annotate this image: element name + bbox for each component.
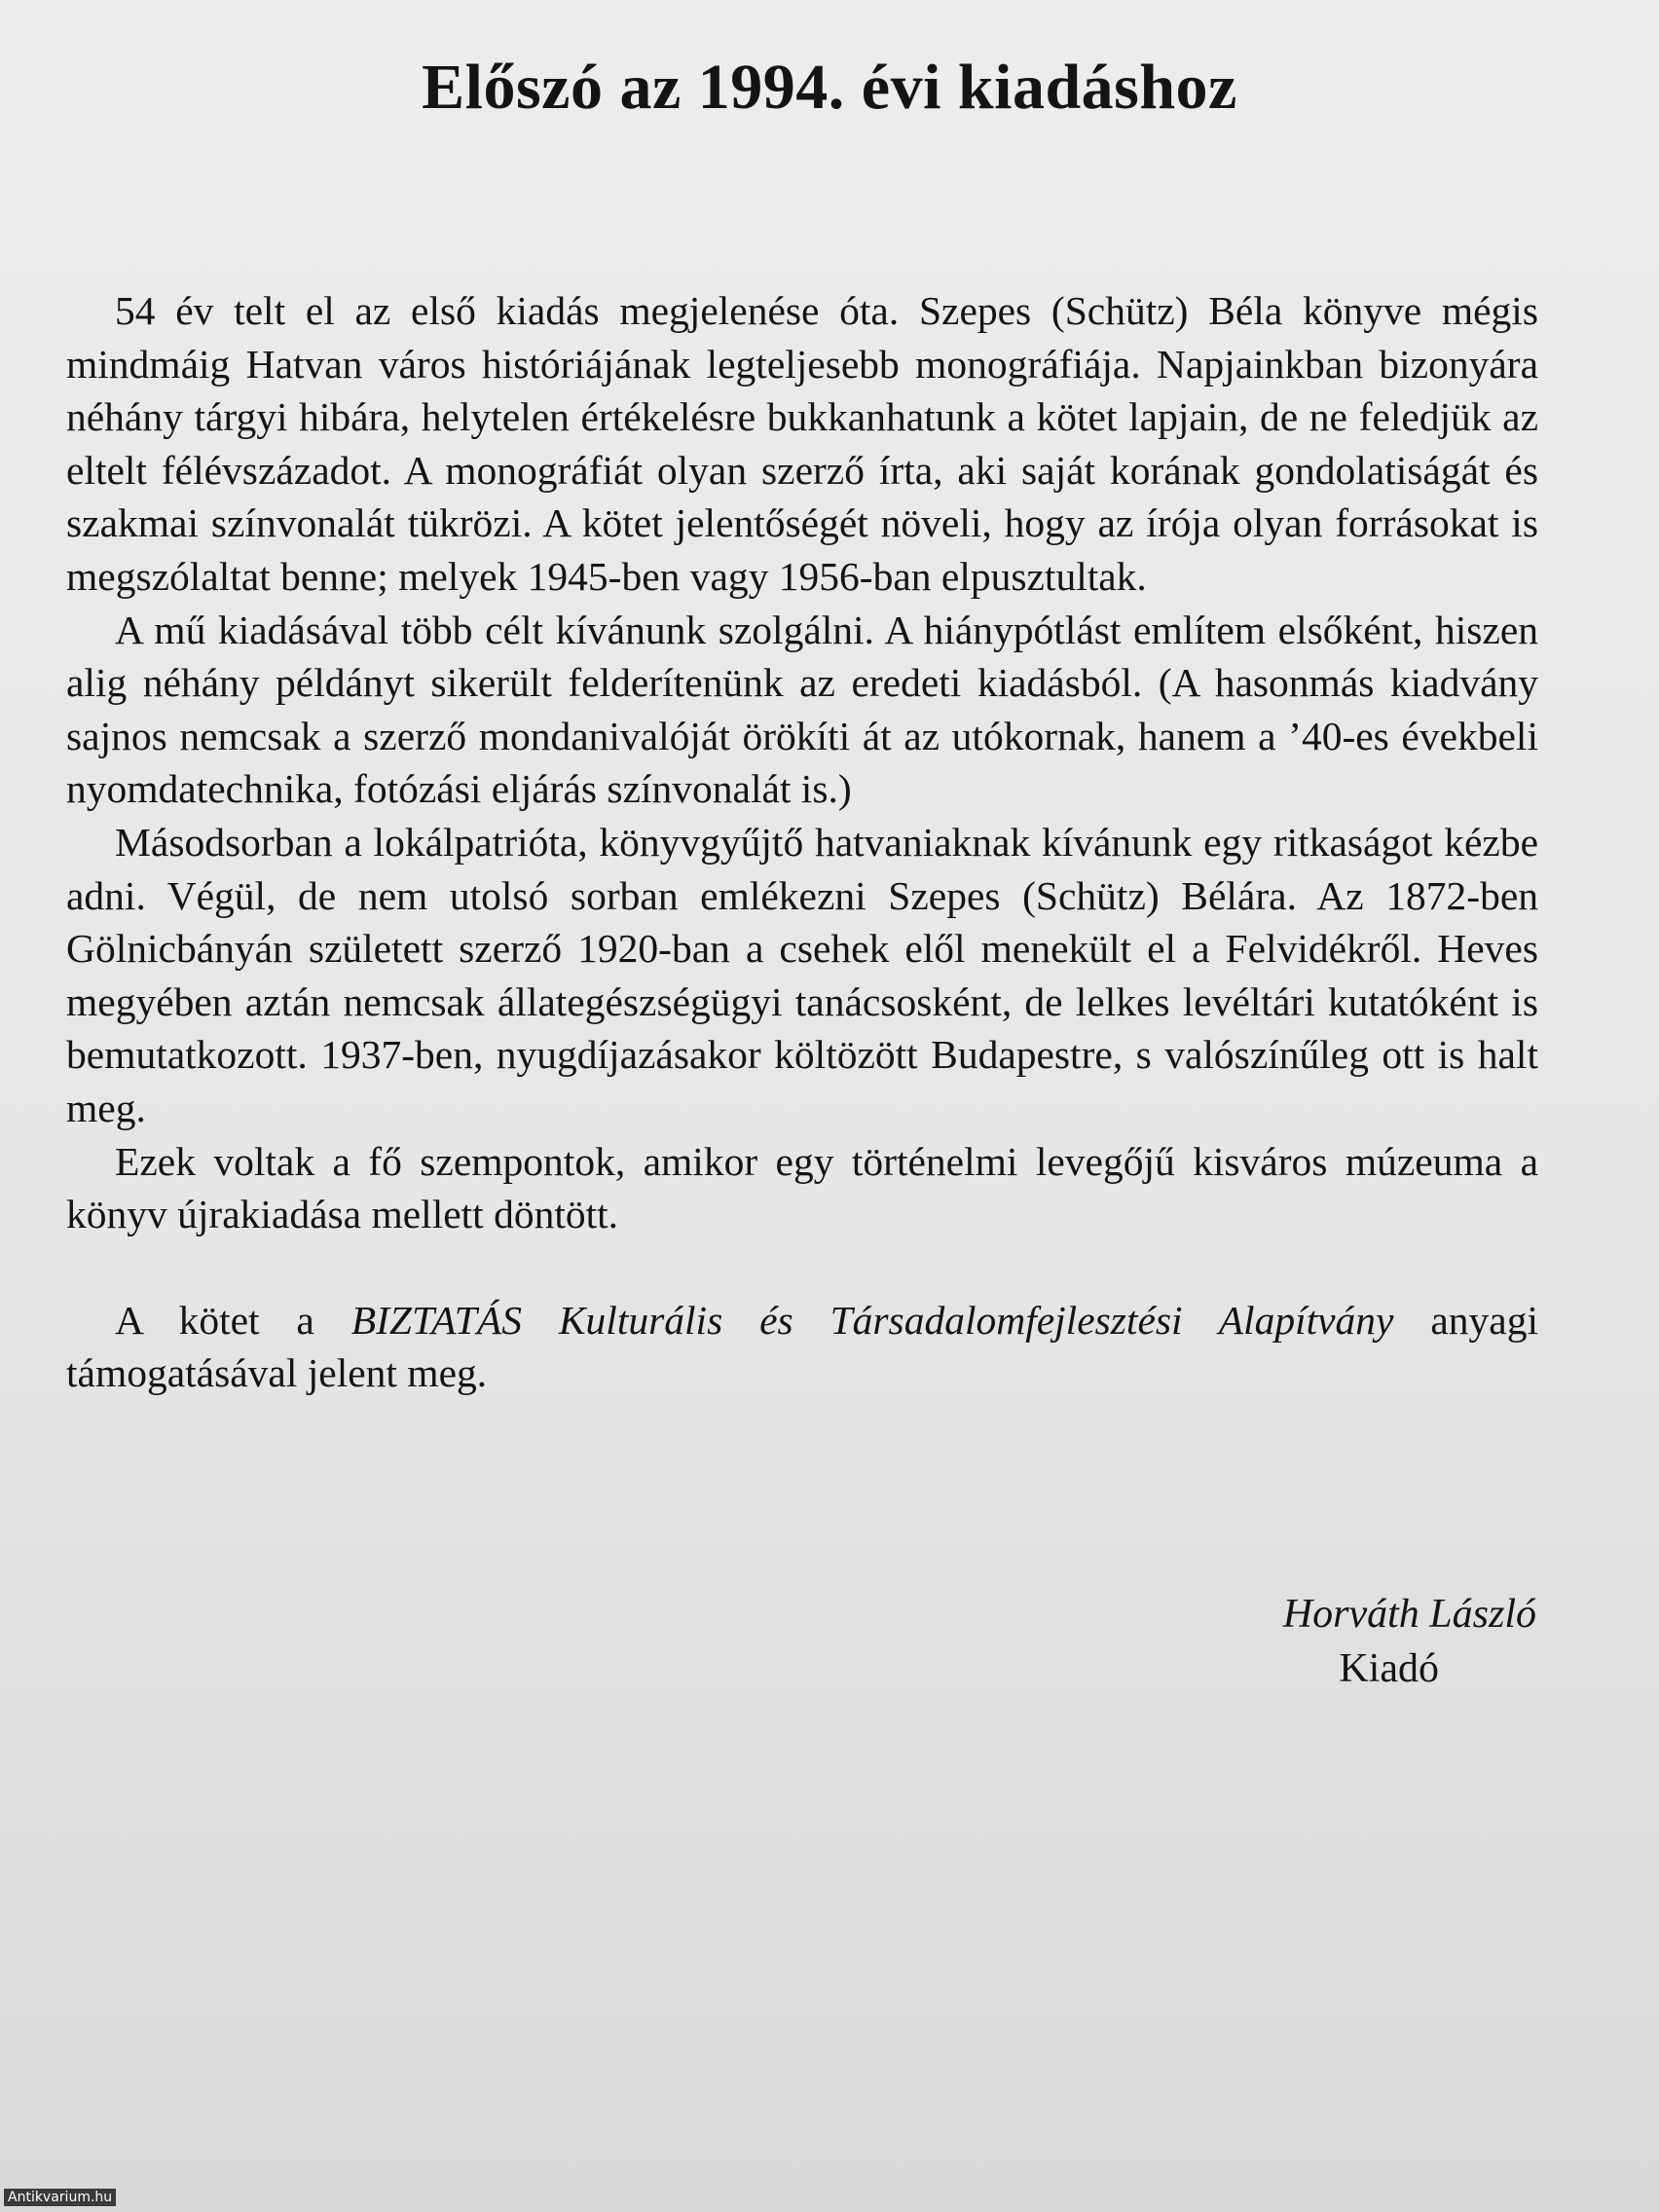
paragraph-4: Ezek voltak a fő szempontok, amikor egy történelmi levegőjű kisváros múzeuma a könyv újrakiadása mellett döntött.: [66, 1138, 1538, 1237]
support-prefix: A kötet a: [115, 1297, 351, 1343]
support-suffix: anyagi támogatásával jelent meg.: [66, 1297, 1538, 1396]
support-paragraph: [66, 1294, 1538, 1400]
watermark: Antikvarium.hu: [4, 2189, 116, 2206]
page-title: Előszó az 1994. évi kiadáshoz: [422, 52, 1237, 123]
foundation-name: BIZTATÁS Kulturális és Társadalomfejlesztési Alapítvány: [350, 1297, 1394, 1343]
signature-block: [1283, 1587, 1536, 1696]
paragraph-1: 54 év telt el az első kiadás megjelenése óta. Szepes (Schütz) Béla könyve mégis mindmáig Hatvan város históriájának legteljesebb monográfiája. Napjainkban bizonyára néhány tárgyi hibára, helytelen értékelésre bukkanhatunk a kötet lapjain, de ne feledjük az eltelt félévszázadot. A monográfiát olyan szerző írta, aki saját korának gondolatiságát és szakmai színvonalát tükrözi. A kötet jelentőségét növeli, hogy az írója olyan forrásokat is megszólaltat benne; melyek 1945-ben vagy 1956-ban elpusztultak.: [66, 288, 1538, 599]
paragraph-3: Másodsorban a lokálpatrióta, könyvgyűjtő hatvaniaknak kívánunk egy ritkaságot kézbe adni. Végül, de nem utolsó sorban emlékezni Szepes (Schütz) Bélára. Az 1872-ben Gölnicbányán született szerző 1920-ban a csehek elől menekült el a Felvidékről. Heves megyében aztán nemcsak állategészségügyi tanácsosként, de lelkes levéltári kutatóként is bemutatkozott. 1937-ben, nyugdíjazásakor költözött Budapestre, s valószínűleg ott is halt meg.: [66, 819, 1538, 1130]
preface-body: [66, 284, 1538, 1400]
signature-name: Horváth László: [1282, 1592, 1536, 1637]
paragraph-2: A mű kiadásával több célt kívánunk szolgálni. A hiánypótlást említem elsőként, hiszen alig néhány példányt sikerült felderítenünk az eredeti kiadásból. (A hasonmás kiadvány sajnos nemcsak a szerző mondanivalóját örökíti át az utókornak, hanem a ’40-es évekbeli nyomdatechnika, fotózási eljárás színvonalát is.): [66, 607, 1538, 812]
signature-role: Kiadó: [1339, 1646, 1439, 1691]
